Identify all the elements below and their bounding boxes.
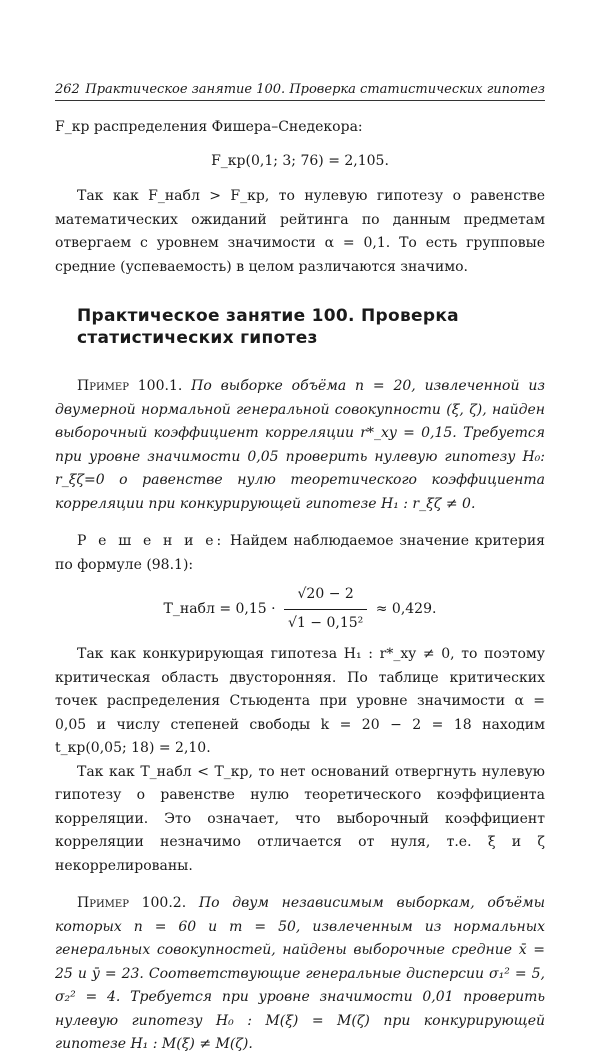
fisher-formula: F_кр(0,1; 3; 76) = 2,105. [211,152,389,169]
formula-lhs: T_набл = 0,15 · [163,601,276,617]
solution-label: Р е ш е н и е: [77,533,225,549]
t-observed-formula [55,583,545,635]
section-title [55,305,545,349]
example-1-text: По выборке объёма n = 20, извлеченной из двумерной нормальной генеральной совокупности (ξ, ζ), найден выборочный коэффициент корреляции r*_xy = 0,15. Требуется при уровне значимости 0,05 проверить нулевую гипотезу H₀: r_ξζ=0 о равенстве нулю теоретического коэффициента корреляции при конкурирующей гипотезе H₁ : r_ξζ ≠ 0. [55,378,546,512]
formula-rhs: ≈ 0,429. [375,601,437,617]
example-2 [55,892,545,1057]
solution-text: Найдем наблюдаемое значение критерия по формуле (98.1): [55,533,546,573]
intro-line: F_кр распределения Фишера–Снедекора: [55,119,363,135]
running-title: Практическое занятие 100. Проверка статистических гипотез [85,82,545,97]
example-1-para-2: Так как конкурирующая гипотеза H₁ : r*_xy ≠ 0, то поэтому критическая область двусторонняя. По таблице критических точек распределения Стьюдента при уровне значимости α = 0,05 и числу степеней свободы k = 20 − 2 = 18 находим t_кр(0,05; 18) = 2,10. [55,646,545,756]
formula-fraction [284,583,367,635]
example-2-text: По двум независимым выборкам, объёмы которых n = 60 и m = 50, извлеченным из нормальных генеральных совокупностей, найдены выборочные средние x̄ = 25 и ȳ = 23. Соответствующие генеральные дисперсии σ₁² = 5, σ₂² = 4. Требуется при уровне значимости 0,01 проверить нулевую гипотезу H₀ : M(ξ) = M(ζ) при конкурирующей гипотезе H₁ : M(ξ) ≠ M(ζ). [55,895,546,1052]
page-number: 262 [55,82,80,97]
example-2-label: Пример 100.2. [77,895,187,911]
example-1-label: Пример 100.1. [77,378,183,394]
solution-paragraph [55,530,545,577]
intro-paragraph: Так как F_набл > F_кр, то нулевую гипотезу о равенстве математических ожиданий рейтинга по данным предметам отвергаем с уровнем значимости α = 0,1. То есть групповые средние (успеваемость) в целом различаются значимо. [55,188,545,275]
section-title-line1: Практическое занятие 100. Проверка [77,306,459,326]
example-1 [55,375,545,516]
formula-numerator: √20 − 2 [284,583,367,610]
section-title-line2: статистических гипотез [77,328,318,348]
running-header [55,80,545,101]
example-1-para-3: Так как T_набл < T_кр, то нет оснований отвергнуть нулевую гипотезу о равенстве нулю теоретического коэффициента корреляции. Это означает, что выборочный коэффициент корреляции незначимо отличается от нуля, т.е. ξ и ζ некоррелированы. [55,763,545,874]
formula-denominator: √1 − 0,15² [288,614,364,631]
page-body [55,116,545,1057]
